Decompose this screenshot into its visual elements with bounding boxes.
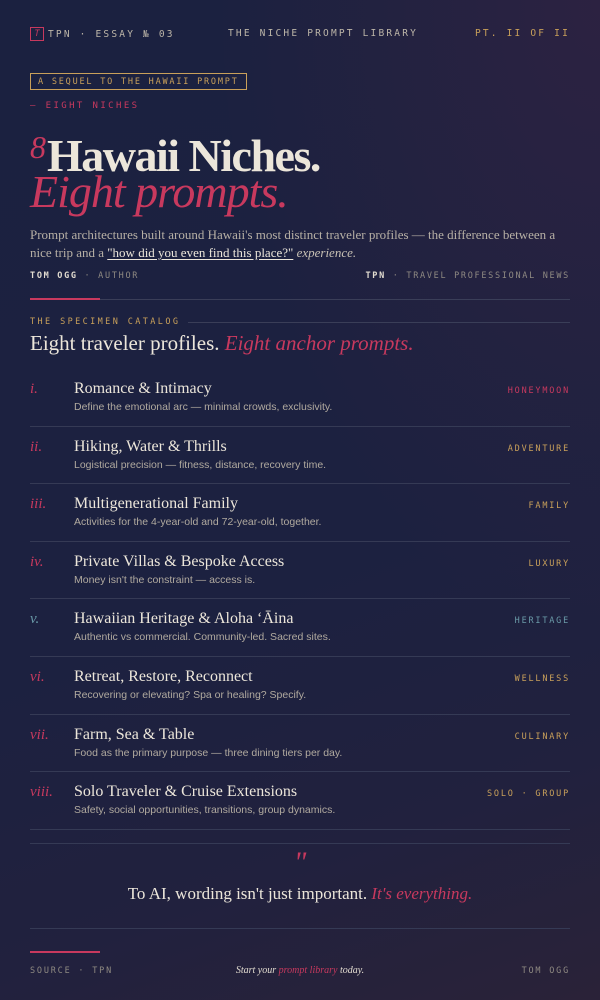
headline-italic: Eight prompts. <box>30 166 288 217</box>
headline-text: Hawaii Niches. <box>47 130 320 181</box>
part-indicator: PT. II OF II <box>474 28 570 39</box>
quote-divider-bottom <box>30 928 570 929</box>
row-number: vi. <box>30 668 45 685</box>
row-number: ii. <box>30 438 43 455</box>
row-number: iii. <box>30 496 47 513</box>
section-title-italic: Eight anchor prompts. <box>224 331 414 355</box>
row-description: Food as the primary purpose — three dining tiers per day. <box>74 746 343 759</box>
author-name: TOM OGG <box>30 271 78 281</box>
catalog-row[interactable] <box>30 542 570 600</box>
org-desc: · TRAVEL PROFESSIONAL NEWS <box>385 271 570 281</box>
headline-number: 8 <box>30 129 46 165</box>
footer-cta-link[interactable]: prompt library <box>278 965 338 976</box>
top-bar <box>30 27 570 41</box>
footer-source: SOURCE · TPN <box>30 966 114 976</box>
pull-quote <box>0 884 600 904</box>
catalog-row[interactable] <box>30 427 570 485</box>
quote-divider-top <box>30 843 570 844</box>
row-title: Private Villas & Bespoke Access <box>74 552 285 570</box>
row-title: Multigenerational Family <box>74 495 238 513</box>
author-role: · AUTHOR <box>77 271 140 281</box>
eyebrow-label: — EIGHT NICHES <box>30 101 140 111</box>
row-tag: ADVENTURE <box>507 443 570 454</box>
row-description: Logistical precision — fitness, distance, recovery time. <box>74 458 327 471</box>
catalog-row[interactable] <box>30 484 570 542</box>
footer-accent-bar <box>30 951 100 953</box>
row-title: Solo Traveler & Cruise Extensions <box>74 783 298 801</box>
row-number: i. <box>30 381 38 397</box>
byline-org <box>365 271 570 281</box>
logo-icon: T <box>30 27 44 41</box>
footer-cta-before: Start your <box>235 965 279 976</box>
section-divider <box>30 299 570 300</box>
library-title: THE NICHE PROMPT LIBRARY <box>228 28 419 39</box>
lede-end: experience. <box>293 245 357 260</box>
lede-paragraph <box>30 226 570 262</box>
section-title-text: Eight traveler profiles. <box>30 331 225 355</box>
row-description: Recovering or elevating? Spa or healing? Specify. <box>74 688 307 701</box>
section-title <box>30 331 414 356</box>
row-tag: CULINARY <box>514 731 570 742</box>
accent-bar <box>30 298 100 300</box>
row-tag: WELLNESS <box>514 673 570 684</box>
row-description: Define the emotional arc — minimal crowds, exclusivity. <box>74 401 333 413</box>
quote-mark-icon: " <box>293 846 307 879</box>
lede-link[interactable]: "how did you even find this place?" <box>107 245 294 260</box>
row-title: Romance & Intimacy <box>74 380 212 397</box>
catalog-row[interactable] <box>30 657 570 715</box>
row-number: vii. <box>30 726 49 743</box>
catalog-list <box>30 369 570 830</box>
row-description: Money isn't the constraint — access is. <box>74 573 256 586</box>
row-tag: SOLO · GROUP <box>486 789 570 800</box>
lede-text: Prompt architectures built around Hawaii's most distinct traveler profiles — the difference between a nice trip and a <box>30 227 556 260</box>
row-description: Safety, social opportunities, transitions, group dynamics. <box>74 804 336 817</box>
org-name: TPN <box>365 271 386 281</box>
footer <box>30 966 570 980</box>
publisher-block <box>30 27 175 41</box>
row-title: Hiking, Water & Thrills <box>74 437 227 455</box>
catalog-label-text: THE SPECIMEN CATALOG <box>30 317 181 327</box>
row-title: Hawaiian Heritage & Aloha ʻĀina <box>74 610 294 628</box>
row-title: Farm, Sea & Table <box>74 725 195 743</box>
row-number: viii. <box>30 784 53 801</box>
quote-text-italic: It's everything. <box>371 884 473 903</box>
catalog-row[interactable] <box>30 715 570 773</box>
byline-author <box>30 271 139 281</box>
footer-cta <box>30 965 570 976</box>
catalog-row[interactable] <box>30 599 570 657</box>
sequel-badge: A SEQUEL TO THE HAWAII PROMPT <box>30 73 247 90</box>
row-tag: HONEYMOON <box>507 386 570 396</box>
byline <box>30 271 570 283</box>
row-tag: LUXURY <box>528 558 570 569</box>
row-tag: HERITAGE <box>514 616 570 627</box>
catalog-label <box>30 317 570 327</box>
footer-cta-after: today. <box>337 965 365 976</box>
footer-author: TOM OGG <box>521 966 570 976</box>
catalog-label-rule <box>188 322 570 323</box>
catalog-row[interactable] <box>30 772 570 830</box>
row-title: Retreat, Restore, Reconnect <box>74 667 253 685</box>
quote-text: To AI, wording isn't just important. <box>127 884 372 903</box>
row-number: iv. <box>30 553 44 570</box>
catalog-row[interactable] <box>30 369 570 427</box>
row-description: Activities for the 4-year-old and 72-year-old, together. <box>74 516 322 529</box>
row-number: v. <box>30 611 40 628</box>
row-description: Authentic vs commercial. Community-led. Sacred sites. <box>74 631 331 644</box>
publisher-label: TPN · ESSAY № 03 <box>48 28 175 40</box>
row-tag: FAMILY <box>528 501 570 512</box>
